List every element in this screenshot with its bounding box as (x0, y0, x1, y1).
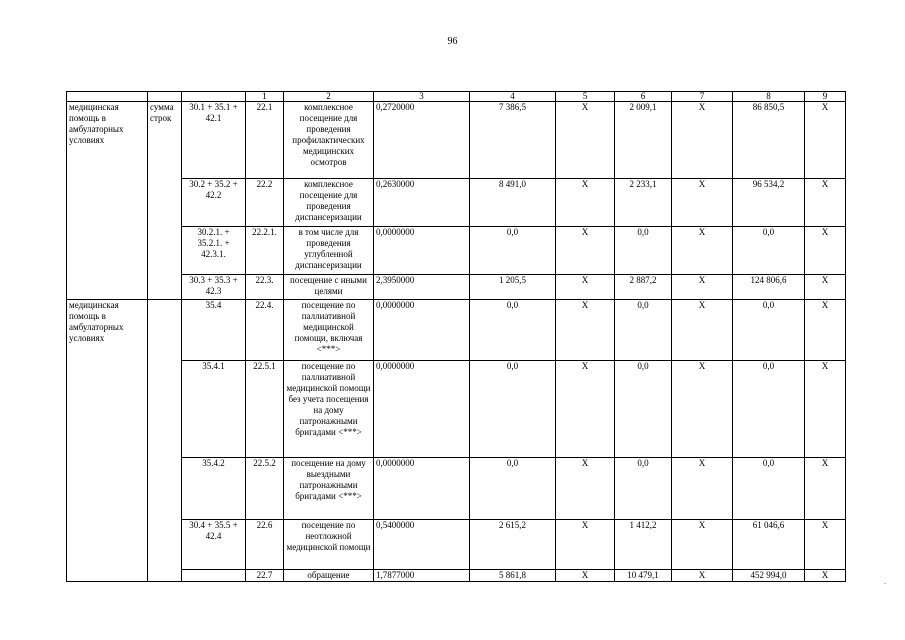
value-cell: 2 233,1 (615, 179, 672, 227)
value-cell: X (672, 458, 733, 520)
value-cell: 7 386,5 (470, 102, 556, 179)
value-cell: 0,2720000 (374, 102, 470, 179)
table-row (67, 300, 846, 361)
value-cell: X (672, 227, 733, 275)
source-cell: 30.4 + 35.5 + 42.4 (182, 520, 246, 570)
header-cell (182, 92, 246, 102)
value-cell: 5 861,8 (470, 570, 556, 582)
value-cell: 61 046,6 (733, 520, 805, 570)
data-table (66, 91, 846, 582)
description-cell: посещение с иными целями (284, 275, 374, 300)
scan-mark: . (884, 577, 886, 586)
table-row (67, 361, 846, 458)
value-cell: 452 994,0 (733, 570, 805, 582)
table-row (67, 520, 846, 570)
value-cell: 0,0 (733, 361, 805, 458)
source-cell: 30.2.1. + 35.2.1. + 42.3.1. (182, 227, 246, 275)
header-cell: 4 (470, 92, 556, 102)
table-row (67, 458, 846, 520)
value-cell: 0,0 (733, 300, 805, 361)
value-cell: 0,0000000 (374, 227, 470, 275)
row-number-cell: 22.3. (246, 275, 284, 300)
value-cell: 0,0000000 (374, 300, 470, 361)
value-cell: X (556, 300, 615, 361)
table-row (67, 570, 846, 582)
value-cell: X (556, 361, 615, 458)
value-cell: 0,2630000 (374, 179, 470, 227)
value-cell: X (672, 570, 733, 582)
value-cell: X (805, 300, 846, 361)
value-cell: 0,0 (615, 361, 672, 458)
value-cell: X (556, 570, 615, 582)
value-cell: 2 009,1 (615, 102, 672, 179)
value-cell: 86 850,5 (733, 102, 805, 179)
table-row (67, 179, 846, 227)
value-cell: X (805, 102, 846, 179)
value-cell: 0,0 (615, 300, 672, 361)
value-cell: 2,3950000 (374, 275, 470, 300)
value-cell: X (805, 361, 846, 458)
sum-label-cell: сумма строк (148, 102, 182, 300)
source-cell: 30.3 + 35.3 + 42.3 (182, 275, 246, 300)
row-number-cell: 22.7 (246, 570, 284, 582)
header-cell (148, 92, 182, 102)
value-cell: X (672, 179, 733, 227)
value-cell: X (556, 227, 615, 275)
value-cell: X (556, 102, 615, 179)
care-type-cell: медицинская помощь в амбулаторных условиях (67, 300, 148, 582)
value-cell: 0,0 (733, 458, 805, 520)
value-cell: X (805, 458, 846, 520)
header-cell: 9 (805, 92, 846, 102)
value-cell: 0,5400000 (374, 520, 470, 570)
row-number-cell: 22.6 (246, 520, 284, 570)
table-row (67, 102, 846, 179)
header-cell: 2 (284, 92, 374, 102)
source-cell (182, 570, 246, 582)
value-cell: X (805, 520, 846, 570)
source-cell: 35.4.2 (182, 458, 246, 520)
source-cell: 35.4 (182, 300, 246, 361)
value-cell: 2 887,2 (615, 275, 672, 300)
value-cell: 2 615,2 (470, 520, 556, 570)
description-cell: обращение (284, 570, 374, 582)
description-cell: посещение по паллиативной медицинской помощи, включая <***> (284, 300, 374, 361)
value-cell: X (672, 275, 733, 300)
description-cell: комплексное посещение для проведения диспансеризации (284, 179, 374, 227)
header-cell: 5 (556, 92, 615, 102)
value-cell: X (556, 458, 615, 520)
row-number-cell: 22.1 (246, 102, 284, 179)
value-cell: 0,0 (470, 361, 556, 458)
value-cell: X (805, 179, 846, 227)
description-cell: посещение по неотложной медицинской помощи (284, 520, 374, 570)
header-cell: 1 (246, 92, 284, 102)
value-cell: 1 412,2 (615, 520, 672, 570)
value-cell: 0,0000000 (374, 361, 470, 458)
description-cell: посещение по паллиативной медицинской помощи без учета посещения на дому патронажными бригадами <***> (284, 361, 374, 458)
header-cell: 6 (615, 92, 672, 102)
description-cell: в том числе для проведения углубленной диспансеризации (284, 227, 374, 275)
value-cell: 8 491,0 (470, 179, 556, 227)
description-cell: комплексное посещение для проведения профилактических медицинских осмотров (284, 102, 374, 179)
value-cell: X (672, 361, 733, 458)
value-cell: 124 806,6 (733, 275, 805, 300)
row-number-cell: 22.2 (246, 179, 284, 227)
header-row (67, 92, 846, 102)
value-cell: 96 534,2 (733, 179, 805, 227)
row-number-cell: 22.5.1 (246, 361, 284, 458)
header-cell: 8 (733, 92, 805, 102)
row-number-cell: 22.5.2 (246, 458, 284, 520)
value-cell: X (556, 179, 615, 227)
value-cell: 0,0 (615, 458, 672, 520)
source-cell: 35.4.1 (182, 361, 246, 458)
value-cell: X (805, 275, 846, 300)
table-row (67, 227, 846, 275)
value-cell: 1 205,5 (470, 275, 556, 300)
care-type-cell: медицинская помощь в амбулаторных условиях (67, 102, 148, 300)
value-cell: 0,0 (470, 300, 556, 361)
value-cell: X (672, 520, 733, 570)
table-row (67, 275, 846, 300)
value-cell: 10 479,1 (615, 570, 672, 582)
value-cell: X (556, 520, 615, 570)
header-cell: 3 (374, 92, 470, 102)
sum-label-continuation (148, 300, 182, 582)
value-cell: 0,0 (733, 227, 805, 275)
description-cell: посещение на дому выездными патронажными бригадами <***> (284, 458, 374, 520)
value-cell: 0,0 (470, 458, 556, 520)
row-number-cell: 22.2.1. (246, 227, 284, 275)
value-cell: 0,0000000 (374, 458, 470, 520)
value-cell: X (672, 300, 733, 361)
value-cell: X (556, 275, 615, 300)
value-cell: 0,0 (615, 227, 672, 275)
header-cell (67, 92, 148, 102)
value-cell: X (805, 227, 846, 275)
value-cell: 1,7877000 (374, 570, 470, 582)
value-cell: X (672, 102, 733, 179)
source-cell: 30.1 + 35.1 + 42.1 (182, 102, 246, 179)
value-cell: 0,0 (470, 227, 556, 275)
value-cell: X (805, 570, 846, 582)
row-number-cell: 22.4. (246, 300, 284, 361)
source-cell: 30.2 + 35.2 + 42.2 (182, 179, 246, 227)
page-number: 96 (447, 36, 458, 47)
header-cell: 7 (672, 92, 733, 102)
